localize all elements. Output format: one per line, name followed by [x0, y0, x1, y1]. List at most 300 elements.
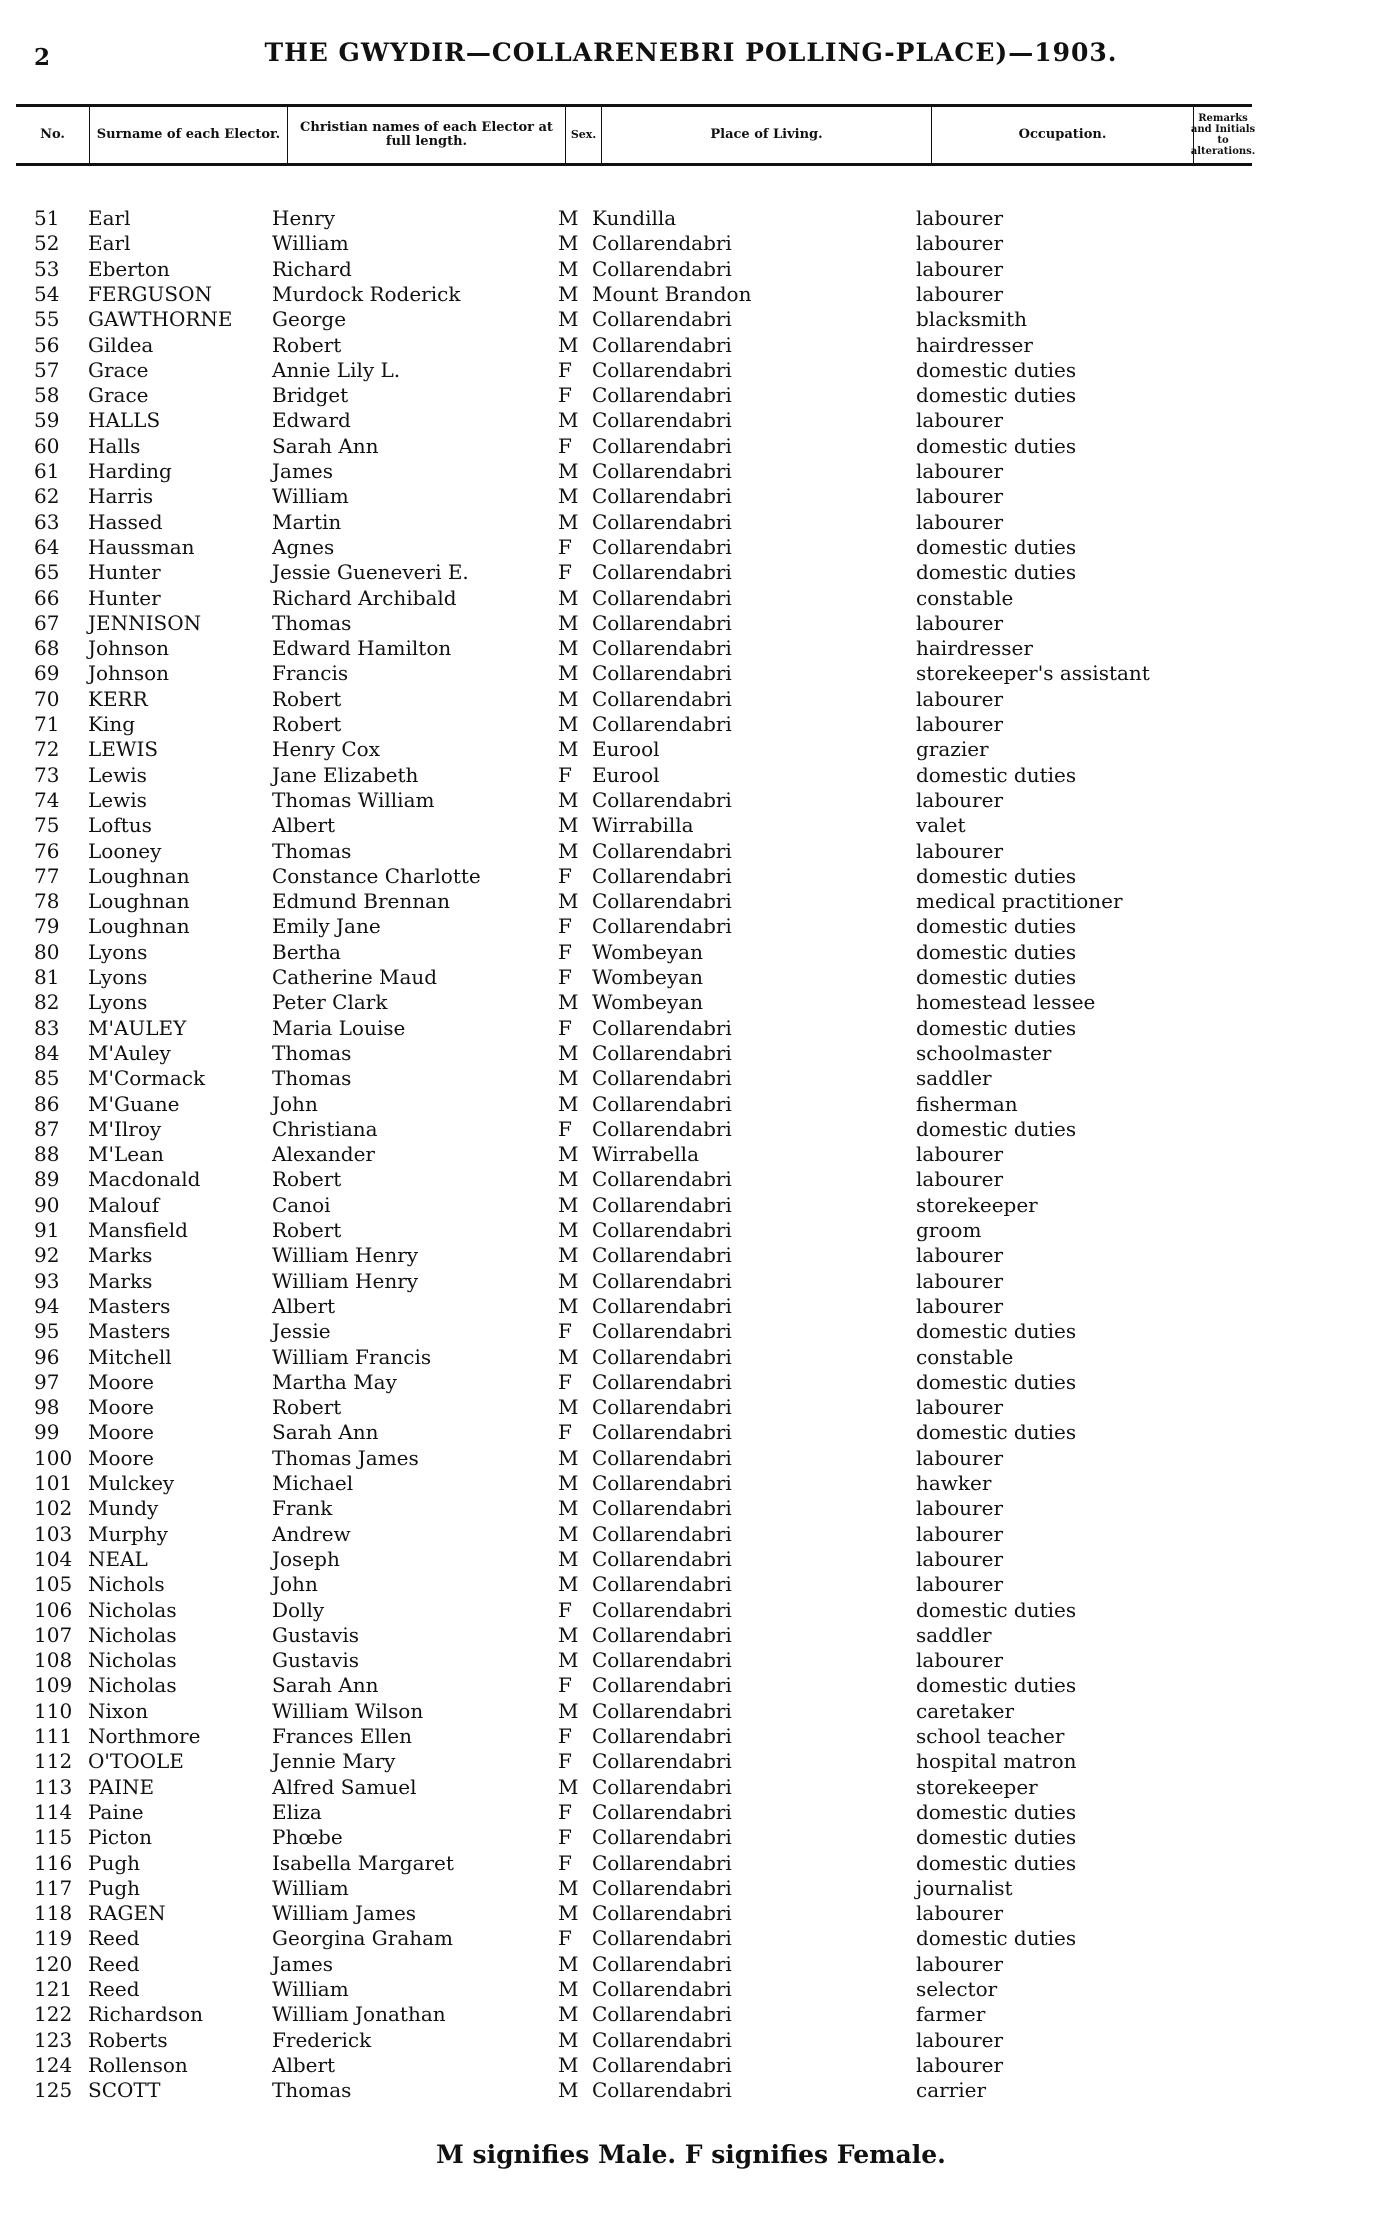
cell-sex: M [558, 889, 579, 914]
cell-place: Collarendabri [592, 1572, 732, 1597]
cell-occupation: hairdresser [916, 636, 1033, 661]
cell-christian-names: Albert [272, 1293, 336, 1318]
cell-surname: KERR [88, 686, 148, 711]
cell-christian-names: Albert [272, 813, 336, 838]
cell-number: 71 [34, 712, 60, 736]
cell-place: Collarendabri [592, 1724, 732, 1748]
table-row [0, 1117, 1382, 1142]
table-row [0, 2053, 1382, 2078]
cell-christian-names: Andrew [272, 1521, 351, 1546]
cell-place: Collarendabri [592, 787, 732, 812]
cell-place: Collarendabri [592, 256, 732, 281]
cell-number: 102 [34, 1496, 73, 1521]
cell-number: 68 [34, 636, 60, 661]
table-row [0, 1193, 1382, 1218]
cell-occupation: constable [916, 585, 1014, 610]
cell-place: Collarendabri [592, 1597, 732, 1622]
cell-occupation: saddler [916, 1066, 992, 1091]
table-row [0, 383, 1382, 408]
cell-sex: M [558, 408, 579, 433]
cell-occupation: domestic duties [916, 1319, 1077, 1344]
cell-number: 62 [34, 484, 60, 509]
table-row [0, 1041, 1382, 1066]
table-row [0, 1294, 1382, 1319]
cell-place: Collarendabri [592, 1040, 732, 1065]
cell-occupation: labourer [916, 712, 1004, 736]
cell-occupation: selector [916, 1977, 998, 2001]
table-row [0, 1142, 1382, 1167]
table-row [0, 636, 1382, 661]
cell-sex: M [558, 1344, 579, 1369]
cell-surname: Rollenson [88, 2052, 188, 2077]
cell-occupation: labourer [916, 1142, 1004, 1167]
cell-christian-names: Robert [272, 1167, 342, 1192]
cell-number: 57 [34, 357, 60, 382]
cell-surname: NEAL [88, 1546, 148, 1571]
cell-place: Collarendabri [592, 1825, 732, 1850]
cell-place: Collarendabri [592, 560, 732, 585]
cell-sex: M [558, 686, 579, 711]
cell-sex: M [558, 2027, 579, 2052]
cell-surname: FERGUSON [88, 281, 212, 306]
cell-place: Collarendabri [592, 1951, 732, 1976]
table-row [0, 1522, 1382, 1547]
table-row [0, 1345, 1382, 1370]
cell-christian-names: Georgina Graham [272, 1926, 454, 1951]
cell-occupation: school teacher [916, 1724, 1065, 1748]
cell-sex: M [558, 1293, 579, 1318]
cell-place: Collarendabri [592, 1218, 732, 1242]
cell-sex: M [558, 1698, 579, 1723]
cell-surname: Mitchell [88, 1344, 172, 1369]
cell-number: 115 [34, 1825, 73, 1850]
cell-sex: M [558, 1040, 579, 1065]
header-surname: Surname of each Elector. [90, 107, 288, 163]
cell-sex: M [558, 1951, 579, 1976]
cell-sex: M [558, 2078, 579, 2103]
header-occupation: Occupation. [932, 107, 1194, 163]
cell-surname: Grace [88, 357, 149, 382]
cell-number: 76 [34, 838, 60, 863]
table-row [0, 1066, 1382, 1091]
cell-christian-names: Richard Archibald [272, 585, 457, 610]
cell-place: Collarendabri [592, 1293, 732, 1318]
cell-christian-names: William James [272, 1901, 417, 1926]
cell-number: 98 [34, 1395, 60, 1420]
cell-surname: Lyons [88, 965, 148, 989]
table-row [0, 1395, 1382, 1420]
cell-sex: M [558, 281, 579, 306]
cell-occupation: labourer [916, 1243, 1004, 1268]
cell-place: Collarendabri [592, 636, 732, 661]
cell-surname: Hassed [88, 509, 163, 534]
cell-occupation: hairdresser [916, 332, 1033, 357]
table-row [0, 358, 1382, 383]
page-title: THE GWYDIR—COLLARENEBRI POLLING-PLACE)—1903. [264, 38, 1118, 67]
table-row [0, 1926, 1382, 1951]
cell-christian-names: Martin [272, 509, 342, 534]
table-row [0, 914, 1382, 939]
cell-christian-names: Sarah Ann [272, 1673, 379, 1698]
cell-christian-names: William Jonathan [272, 2002, 446, 2027]
table-row [0, 459, 1382, 484]
table-row [0, 788, 1382, 813]
cell-number: 67 [34, 610, 60, 635]
cell-christian-names: Frances Ellen [272, 1724, 413, 1748]
cell-place: Collarendabri [592, 433, 732, 458]
cell-surname: LEWIS [88, 737, 159, 762]
table-row [0, 1218, 1382, 1243]
cell-sex: M [558, 737, 579, 762]
cell-sex: M [558, 1521, 579, 1546]
table-row [0, 282, 1382, 307]
cell-place: Collarendabri [592, 1471, 732, 1495]
cell-surname: Reed [88, 1951, 140, 1976]
cell-occupation: labourer [916, 509, 1004, 534]
cell-surname: Moore [88, 1420, 154, 1445]
table-row [0, 1092, 1382, 1117]
table-row [0, 1876, 1382, 1901]
cell-surname: Reed [88, 1977, 140, 2001]
cell-sex: M [558, 1167, 579, 1192]
cell-christian-names: Bridget [272, 383, 349, 408]
cell-sex: M [558, 256, 579, 281]
cell-number: 97 [34, 1369, 60, 1394]
cell-occupation: labourer [916, 2052, 1004, 2077]
cell-place: Collarendabri [592, 1344, 732, 1369]
cell-occupation: labourer [916, 408, 1004, 433]
cell-christian-names: Martha May [272, 1369, 397, 1394]
cell-sex: M [558, 661, 579, 686]
table-row [0, 1496, 1382, 1521]
cell-place: Wombeyan [592, 965, 703, 989]
table-row [0, 510, 1382, 535]
table-row [0, 231, 1382, 256]
cell-occupation: domestic duties [916, 534, 1077, 559]
cell-number: 110 [34, 1698, 73, 1723]
cell-sex: F [558, 1724, 572, 1748]
cell-sex: M [558, 1243, 579, 1268]
cell-occupation: labourer [916, 281, 1004, 306]
table-row [0, 1623, 1382, 1648]
cell-christian-names: Robert [272, 1395, 342, 1420]
cell-place: Collarendabri [592, 1445, 732, 1470]
cell-number: 116 [34, 1850, 73, 1875]
cell-number: 120 [34, 1951, 73, 1976]
cell-surname: Loftus [88, 813, 152, 838]
cell-number: 112 [34, 1749, 73, 1774]
cell-number: 53 [34, 256, 60, 281]
cell-christian-names: John [272, 1572, 318, 1597]
table-row [0, 1572, 1382, 1597]
cell-occupation: labourer [916, 1951, 1004, 1976]
table-row [0, 257, 1382, 282]
cell-sex: M [558, 1471, 579, 1495]
cell-christian-names: William [272, 1977, 349, 2001]
cell-occupation: labourer [916, 1496, 1004, 1521]
table-row [0, 2028, 1382, 2053]
cell-place: Collarendabri [592, 408, 732, 433]
cell-christian-names: Michael [272, 1471, 354, 1495]
cell-sex: M [558, 206, 579, 230]
cell-place: Collarendabri [592, 1673, 732, 1698]
header-no: No. [16, 107, 90, 163]
cell-christian-names: Jennie Mary [272, 1749, 396, 1774]
table-row [0, 965, 1382, 990]
table-row [0, 1724, 1382, 1749]
cell-surname: Loughnan [88, 863, 190, 888]
cell-surname: Looney [88, 838, 162, 863]
cell-occupation: labourer [916, 787, 1004, 812]
cell-occupation: domestic duties [916, 1825, 1077, 1850]
cell-number: 108 [34, 1648, 73, 1673]
cell-christian-names: William Wilson [272, 1698, 424, 1723]
cell-place: Collarendabri [592, 1850, 732, 1875]
table-row [0, 763, 1382, 788]
cell-sex: M [558, 1648, 579, 1673]
cell-number: 99 [34, 1420, 60, 1445]
cell-sex: F [558, 1799, 572, 1824]
cell-occupation: medical practitioner [916, 889, 1123, 914]
cell-number: 86 [34, 1091, 60, 1116]
cell-place: Collarendabri [592, 1369, 732, 1394]
cell-place: Collarendabri [592, 1546, 732, 1571]
cell-christian-names: Frank [272, 1496, 333, 1521]
cell-place: Collarendabri [592, 1268, 732, 1293]
table-row [0, 1775, 1382, 1800]
footer-note: M signifies Male. F signifies Female. [436, 2140, 946, 2169]
cell-occupation: storekeeper [916, 1192, 1038, 1217]
cell-number: 82 [34, 990, 60, 1015]
cell-sex: F [558, 762, 572, 787]
cell-christian-names: Agnes [272, 534, 335, 559]
cell-sex: F [558, 1015, 572, 1040]
cell-sex: F [558, 1749, 572, 1774]
table-row [0, 1598, 1382, 1623]
cell-christian-names: Maria Louise [272, 1015, 406, 1040]
table-row [0, 484, 1382, 509]
cell-christian-names: Thomas [272, 610, 352, 635]
cell-occupation: domestic duties [916, 1420, 1077, 1445]
cell-occupation: domestic duties [916, 762, 1077, 787]
cell-christian-names: George [272, 307, 347, 332]
cell-number: 111 [34, 1724, 73, 1748]
cell-surname: Halls [88, 433, 141, 458]
table-row [0, 611, 1382, 636]
cell-christian-names: Alexander [272, 1142, 375, 1167]
cell-christian-names: Thomas James [272, 1445, 419, 1470]
cell-occupation: homestead lessee [916, 990, 1096, 1015]
table-row [0, 1016, 1382, 1041]
cell-number: 124 [34, 2052, 73, 2077]
cell-number: 88 [34, 1142, 60, 1167]
cell-number: 58 [34, 383, 60, 408]
cell-sex: F [558, 1825, 572, 1850]
cell-number: 61 [34, 459, 60, 483]
cell-surname: Hunter [88, 560, 161, 585]
cell-sex: M [558, 990, 579, 1015]
header-remarks: Remarks and Initials to alterations. [1190, 113, 1256, 157]
cell-surname: Mansfield [88, 1218, 188, 1242]
cell-number: 125 [34, 2078, 73, 2103]
cell-surname: Moore [88, 1395, 154, 1420]
cell-surname: Pugh [88, 1875, 141, 1900]
cell-occupation: labourer [916, 256, 1004, 281]
cell-number: 104 [34, 1546, 73, 1571]
cell-number: 119 [34, 1926, 73, 1951]
cell-occupation: labourer [916, 1167, 1004, 1192]
cell-surname: Johnson [88, 661, 170, 686]
cell-surname: Paine [88, 1799, 144, 1824]
cell-number: 93 [34, 1268, 60, 1293]
cell-christian-names: Peter Clark [272, 990, 388, 1015]
cell-place: Collarendabri [592, 2078, 732, 2103]
cell-surname: Haussman [88, 534, 195, 559]
cell-christian-names: Eliza [272, 1799, 322, 1824]
cell-sex: F [558, 1850, 572, 1875]
cell-number: 105 [34, 1572, 73, 1597]
cell-christian-names: Joseph [272, 1546, 340, 1571]
cell-christian-names: Constance Charlotte [272, 863, 481, 888]
cell-occupation: labourer [916, 2027, 1004, 2052]
cell-place: Wombeyan [592, 990, 703, 1015]
table-row [0, 1471, 1382, 1496]
table-row [0, 333, 1382, 358]
cell-surname: M'AULEY [88, 1015, 187, 1040]
cell-sex: M [558, 1546, 579, 1571]
table-row [0, 1952, 1382, 1977]
cell-place: Collarendabri [592, 889, 732, 914]
cell-christian-names: Emily Jane [272, 914, 381, 939]
cell-sex: M [558, 231, 579, 256]
cell-number: 70 [34, 686, 60, 711]
cell-number: 52 [34, 231, 60, 256]
cell-sex: M [558, 787, 579, 812]
cell-christian-names: Phœbe [272, 1825, 343, 1850]
cell-surname: O'TOOLE [88, 1749, 184, 1774]
cell-place: Wirrabilla [592, 813, 694, 838]
cell-number: 73 [34, 762, 60, 787]
table-row [0, 813, 1382, 838]
table-row [0, 2002, 1382, 2027]
cell-occupation: saddler [916, 1622, 992, 1647]
cell-occupation: domestic duties [916, 1673, 1077, 1698]
cell-occupation: hospital matron [916, 1749, 1077, 1774]
cell-number: 64 [34, 534, 60, 559]
table-row [0, 434, 1382, 459]
cell-christian-names: Frederick [272, 2027, 372, 2052]
cell-christian-names: Murdock Roderick [272, 281, 461, 306]
cell-sex: F [558, 357, 572, 382]
cell-place: Eurool [592, 762, 660, 787]
cell-number: 96 [34, 1344, 60, 1369]
table-row [0, 1851, 1382, 1876]
cell-occupation: labourer [916, 610, 1004, 635]
cell-place: Collarendabri [592, 2052, 732, 2077]
cell-christian-names: William Henry [272, 1268, 419, 1293]
cell-sex: M [558, 1977, 579, 2001]
cell-sex: M [558, 1774, 579, 1799]
cell-occupation: domestic duties [916, 914, 1077, 939]
cell-surname: SCOTT [88, 2078, 161, 2103]
cell-sex: F [558, 965, 572, 989]
cell-sex: F [558, 1597, 572, 1622]
cell-sex: F [558, 1369, 572, 1394]
cell-number: 83 [34, 1015, 60, 1040]
cell-number: 80 [34, 939, 60, 964]
cell-place: Collarendabri [592, 610, 732, 635]
cell-christian-names: Gustavis [272, 1648, 360, 1673]
cell-number: 101 [34, 1471, 73, 1495]
cell-number: 90 [34, 1192, 60, 1217]
cell-number: 78 [34, 889, 60, 914]
cell-place: Wombeyan [592, 939, 703, 964]
cell-place: Collarendabri [592, 661, 732, 686]
cell-place: Collarendabri [592, 357, 732, 382]
cell-number: 118 [34, 1901, 73, 1926]
cell-christian-names: William [272, 484, 349, 509]
cell-occupation: labourer [916, 1572, 1004, 1597]
table-row [0, 687, 1382, 712]
table-row [0, 889, 1382, 914]
cell-surname: Moore [88, 1445, 154, 1470]
cell-surname: Harding [88, 459, 172, 483]
cell-surname: Harris [88, 484, 154, 509]
cell-surname: M'Auley [88, 1040, 171, 1065]
cell-christian-names: Robert [272, 1218, 342, 1242]
cell-place: Collarendabri [592, 1698, 732, 1723]
cell-place: Collarendabri [592, 1116, 732, 1141]
cell-christian-names: Sarah Ann [272, 433, 379, 458]
cell-occupation: labourer [916, 484, 1004, 509]
cell-surname: Nicholas [88, 1597, 177, 1622]
cell-surname: Roberts [88, 2027, 168, 2052]
cell-occupation: labourer [916, 1648, 1004, 1673]
cell-christian-names: Bertha [272, 939, 341, 964]
table-row [0, 1243, 1382, 1268]
cell-christian-names: Edward Hamilton [272, 636, 452, 661]
cell-place: Collarendabri [592, 307, 732, 332]
cell-surname: Mundy [88, 1496, 159, 1521]
cell-number: 69 [34, 661, 60, 686]
table-row [0, 1648, 1382, 1673]
cell-place: Collarendabri [592, 484, 732, 509]
cell-place: Collarendabri [592, 838, 732, 863]
cell-place: Collarendabri [592, 231, 732, 256]
cell-surname: Masters [88, 1319, 171, 1344]
cell-christian-names: Thomas [272, 1040, 352, 1065]
cell-surname: Nichols [88, 1572, 165, 1597]
cell-christian-names: Catherine Maud [272, 965, 438, 989]
table-row [0, 990, 1382, 1015]
cell-surname: Moore [88, 1369, 154, 1394]
cell-place: Collarendabri [592, 1901, 732, 1926]
cell-occupation: constable [916, 1344, 1014, 1369]
cell-christian-names: Gustavis [272, 1622, 360, 1647]
cell-occupation: labourer [916, 459, 1004, 483]
cell-number: 84 [34, 1040, 60, 1065]
cell-place: Collarendabri [592, 2002, 732, 2027]
cell-christian-names: Robert [272, 686, 342, 711]
cell-place: Collarendabri [592, 383, 732, 408]
cell-number: 106 [34, 1597, 73, 1622]
cell-number: 65 [34, 560, 60, 585]
cell-surname: GAWTHORNE [88, 307, 233, 332]
table-row [0, 2078, 1382, 2103]
cell-surname: Richardson [88, 2002, 204, 2027]
cell-occupation: labourer [916, 231, 1004, 256]
cell-sex: F [558, 1319, 572, 1344]
